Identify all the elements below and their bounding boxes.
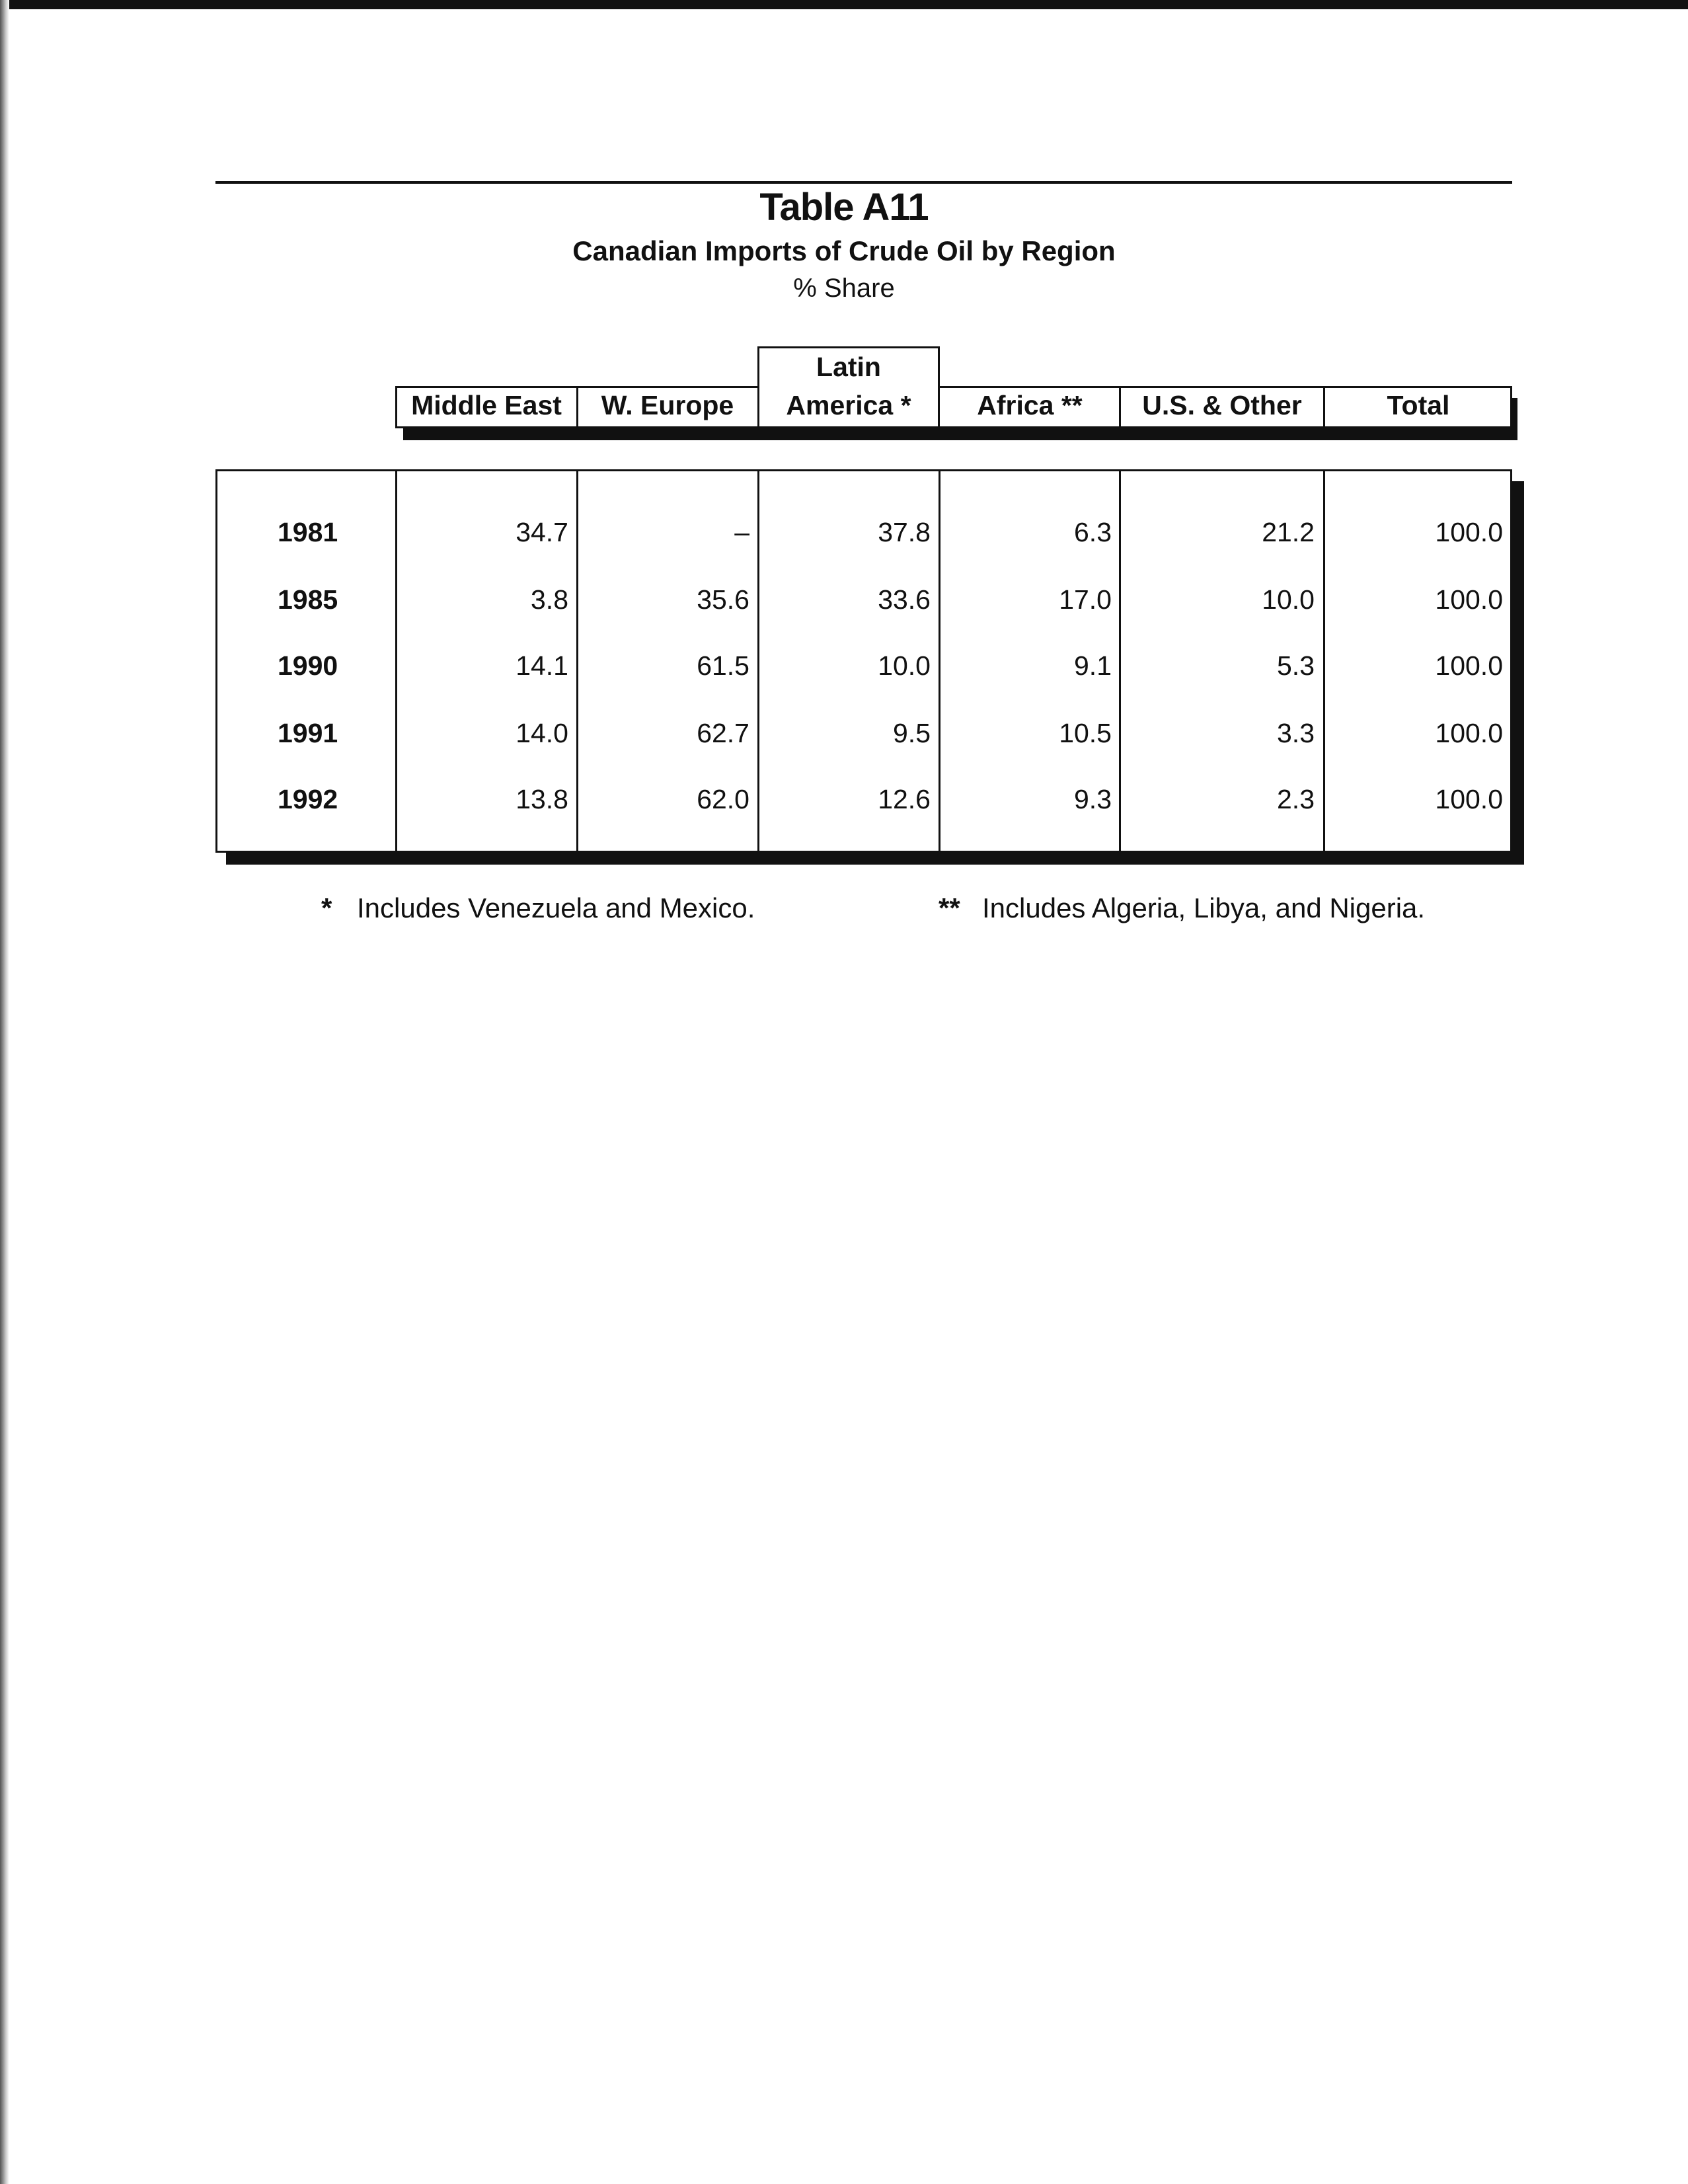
- row-year: 1981: [278, 517, 338, 547]
- column-header-total: Total: [1387, 390, 1450, 420]
- cell-value: 9.3: [1074, 784, 1112, 814]
- cell-value: 5.3: [1277, 650, 1315, 681]
- cell-value: 33.6: [878, 584, 931, 615]
- column-header-w-europe: W. Europe: [601, 390, 734, 420]
- column-header-us-other: U.S. & Other: [1142, 390, 1302, 420]
- cell-value: 62.7: [697, 718, 749, 748]
- cell-value: 12.6: [878, 784, 931, 814]
- cell-value: 35.6: [697, 584, 749, 615]
- cell-value: 9.5: [893, 718, 931, 748]
- table-unit: % Share: [793, 274, 895, 303]
- cell-value: 6.3: [1074, 517, 1112, 547]
- cell-value: 10.0: [878, 650, 931, 681]
- scan-left-edge: [0, 0, 9, 2184]
- page-title: Table A11: [759, 186, 929, 229]
- cell-value: 62.0: [697, 784, 749, 814]
- column-header-africa: Africa **: [977, 390, 1083, 420]
- cell-value: 14.1: [516, 650, 568, 681]
- cell-value: –: [734, 517, 749, 547]
- cell-value: 13.8: [516, 784, 568, 814]
- cell-value: 61.5: [697, 650, 749, 681]
- cell-value: 21.2: [1262, 517, 1315, 547]
- footnote-text: Includes Venezuela and Mexico.: [357, 892, 755, 923]
- cell-value: 3.8: [531, 584, 568, 615]
- column-header-middle-east: Middle East: [411, 390, 562, 420]
- cell-value: 10.5: [1059, 718, 1112, 748]
- column-header-latin-line1: Latin: [816, 352, 881, 382]
- row-year: 1985: [278, 584, 338, 615]
- scan-top-edge: [0, 0, 1688, 9]
- column-header-latin-line2: America *: [786, 390, 911, 420]
- cell-value: 10.0: [1262, 584, 1315, 615]
- cell-value: 100.0: [1435, 584, 1503, 615]
- title-rule: [215, 181, 1512, 184]
- cell-value: 9.1: [1074, 650, 1112, 681]
- footnote-text: Includes Algeria, Libya, and Nigeria.: [982, 892, 1426, 923]
- cell-value: 100.0: [1435, 718, 1503, 748]
- footnote-marker: **: [939, 892, 960, 923]
- row-year: 1990: [278, 650, 338, 681]
- cell-value: 100.0: [1435, 650, 1503, 681]
- cell-value: 3.3: [1277, 718, 1315, 748]
- cell-value: 37.8: [878, 517, 931, 547]
- cell-value: 2.3: [1277, 784, 1315, 814]
- table-subtitle: Canadian Imports of Crude Oil by Region: [572, 235, 1116, 266]
- cell-value: 17.0: [1059, 584, 1112, 615]
- cell-value: 14.0: [516, 718, 568, 748]
- cell-value: 100.0: [1435, 517, 1503, 547]
- cell-value: 34.7: [516, 517, 568, 547]
- row-year: 1991: [278, 718, 338, 748]
- cell-value: 100.0: [1435, 784, 1503, 814]
- footnote-marker: *: [321, 892, 332, 923]
- row-year: 1992: [278, 784, 338, 814]
